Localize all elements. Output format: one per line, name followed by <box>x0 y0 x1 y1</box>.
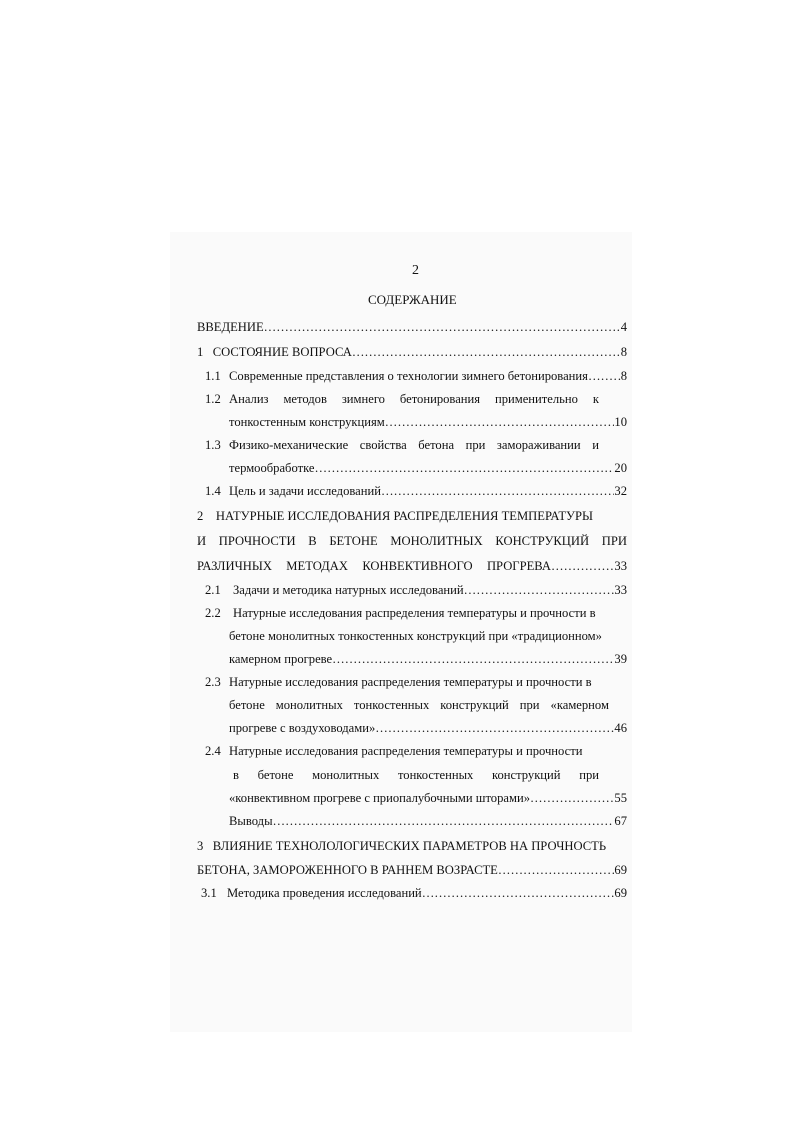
toc-entry-1-4 <box>229 482 627 500</box>
toc-word: КОНВЕКТИВНОГО <box>362 559 473 573</box>
toc-num: 3 <box>197 839 204 853</box>
toc-page: 32 <box>614 484 627 498</box>
toc-entry-chapter-2-line1 <box>197 507 593 525</box>
toc-entry-2-2-line1: Натурные исследования распределения температуры и прочности в <box>233 606 596 620</box>
toc-text: термообработке <box>229 461 315 475</box>
toc-word: МЕТОДАХ <box>286 559 348 573</box>
page-title: СОДЕРЖАНИЕ <box>368 292 457 307</box>
toc-leader <box>551 557 614 575</box>
toc-leader <box>315 459 615 477</box>
toc-text: прогреве с воздуховодами» <box>229 721 376 735</box>
toc-leader <box>381 482 614 500</box>
toc-page: 69 <box>614 863 627 877</box>
toc-text: НАТУРНЫЕ ИССЛЕДОВАНИЯ РАСПРЕДЕЛЕНИЯ ТЕМПЕРАТУРЫ <box>215 509 593 523</box>
toc-word: В <box>308 534 317 548</box>
toc-num: 2 <box>197 509 204 523</box>
toc-num: 2.4 <box>205 744 221 758</box>
toc-num: 3.1 <box>201 886 217 900</box>
toc-word: тонкостенных <box>353 698 430 712</box>
toc-word: ПРОГРЕВА <box>486 559 551 573</box>
toc-page: 8 <box>620 369 627 383</box>
toc-entry-1-2-line1 <box>229 390 599 408</box>
toc-entry-2-2-line2: бетоне монолитных тонкостенных конструкций при «традиционном» <box>229 629 602 643</box>
toc-leader <box>352 343 621 361</box>
toc-entry-2-1 <box>233 581 627 599</box>
toc-num: 1.1 <box>205 369 221 383</box>
toc-leader <box>498 861 615 879</box>
toc-num: 2.2 <box>205 606 221 620</box>
toc-entry-chapter-3-line2 <box>197 861 627 879</box>
toc-entry-3-1 <box>227 884 627 902</box>
toc-word: бетона <box>418 438 455 452</box>
toc-num: 2.3 <box>205 675 221 689</box>
toc-num: 1.4 <box>205 484 221 498</box>
toc-text: СОСТОЯНИЕ ВОПРОСА <box>212 345 352 359</box>
toc-entry-2-4-line1: Натурные исследования распределения температуры и прочности <box>229 744 583 758</box>
toc-word: и <box>592 438 599 452</box>
toc-leader <box>385 413 615 431</box>
toc-entry-chapter-2-line3 <box>197 557 627 575</box>
toc-word: МОНОЛИТНЫХ <box>390 534 483 548</box>
toc-page: 55 <box>614 791 627 805</box>
toc-entry-intro <box>197 318 627 336</box>
toc-word: конструкций <box>440 698 509 712</box>
toc-word: методов <box>283 392 327 406</box>
toc-num: 1.3 <box>205 438 221 452</box>
toc-leader <box>530 789 614 807</box>
toc-page: 67 <box>614 814 627 828</box>
toc-num: 1 <box>197 345 204 359</box>
toc-page: 4 <box>620 320 627 334</box>
toc-entry-2-3-line2 <box>229 696 609 714</box>
toc-num: 2.1 <box>205 583 221 597</box>
toc-word: Анализ <box>229 392 269 406</box>
toc-word: монолитных <box>312 768 380 782</box>
toc-text: БЕТОНА, ЗАМОРОЖЕННОГО В РАННЕМ ВОЗРАСТЕ <box>197 863 498 877</box>
toc-leader <box>332 650 614 668</box>
toc-leader <box>273 812 615 830</box>
toc-text: ВВЕДЕНИЕ <box>197 320 264 334</box>
toc-word: при <box>465 438 486 452</box>
toc-entry-chapter-2-line2 <box>197 532 627 550</box>
toc-word: КОНСТРУКЦИЙ <box>495 534 590 548</box>
toc-page: 10 <box>614 415 627 429</box>
toc-leader <box>264 318 621 336</box>
toc-word: зимнего <box>341 392 385 406</box>
toc-word: «камерном <box>550 698 609 712</box>
toc-page: 8 <box>620 345 627 359</box>
toc-word: к <box>592 392 599 406</box>
toc-page: 20 <box>614 461 627 475</box>
toc-page: 46 <box>614 721 627 735</box>
toc-page: 69 <box>614 886 627 900</box>
toc-word: конструкций <box>492 768 561 782</box>
toc-word: ПРОЧНОСТИ <box>218 534 296 548</box>
toc-word: ПРИ <box>601 534 627 548</box>
toc-word: РАЗЛИЧНЫХ <box>197 559 272 573</box>
toc-entry-2-3-line3 <box>229 719 627 737</box>
toc-word: бетоне <box>229 698 265 712</box>
toc-word: при <box>519 698 540 712</box>
toc-page: 33 <box>614 583 627 597</box>
toc-word: свойства <box>359 438 407 452</box>
toc-text: тонкостенным конструкциям <box>229 415 385 429</box>
toc-word: замораживании <box>496 438 581 452</box>
page-number: 2 <box>412 263 419 278</box>
toc-entry-1-1 <box>229 367 627 385</box>
toc-page: 33 <box>614 559 627 573</box>
toc-page: 39 <box>614 652 627 666</box>
toc-text: Задачи и методика натурных исследований <box>233 583 464 597</box>
toc-entry-2-4-line3 <box>229 789 627 807</box>
toc-text: Выводы <box>229 814 273 828</box>
toc-text: «конвективном прогреве с приопалубочными шторами» <box>229 791 530 805</box>
toc-word: бетоне <box>257 768 294 782</box>
toc-leader <box>588 367 621 385</box>
toc-leader <box>422 884 615 902</box>
toc-entry-2-3-line1: Натурные исследования распределения температуры и прочности в <box>229 675 592 689</box>
toc-num: 1.2 <box>205 392 221 406</box>
toc-word: монолитных <box>275 698 343 712</box>
toc-entry-1-3-line1 <box>229 436 599 454</box>
toc-leader <box>464 581 615 599</box>
toc-word: бетонирования <box>399 392 481 406</box>
toc-text: ВЛИЯНИЕ ТЕХНОЛОЛОГИЧЕСКИХ ПАРАМЕТРОВ НА ПРОЧНОСТЬ <box>212 839 607 853</box>
toc-text: Методика проведения исследований <box>227 886 422 900</box>
toc-text: Современные представления о технологии зимнего бетонирования <box>229 369 588 383</box>
toc-word: применительно <box>494 392 578 406</box>
toc-word: И <box>197 534 207 548</box>
toc-entry-conclusions <box>229 812 627 830</box>
toc-word: в <box>233 768 239 782</box>
toc-word: БЕТОНЕ <box>329 534 378 548</box>
toc-word: тонкостенных <box>397 768 474 782</box>
toc-word: при <box>579 768 599 782</box>
toc-word: Физико-механические <box>229 438 349 452</box>
toc-entry-2-2-line3 <box>229 650 627 668</box>
toc-entry-chapter-3-line1 <box>197 837 606 855</box>
toc-entry-chapter-1 <box>197 343 627 361</box>
toc-entry-1-2-line2 <box>229 413 627 431</box>
toc-text: камерном прогреве <box>229 652 333 666</box>
toc-text: Цель и задачи исследований <box>229 484 381 498</box>
toc-leader <box>375 719 614 737</box>
toc-entry-2-4-line2 <box>233 766 599 784</box>
toc-entry-1-3-line2 <box>229 459 627 477</box>
